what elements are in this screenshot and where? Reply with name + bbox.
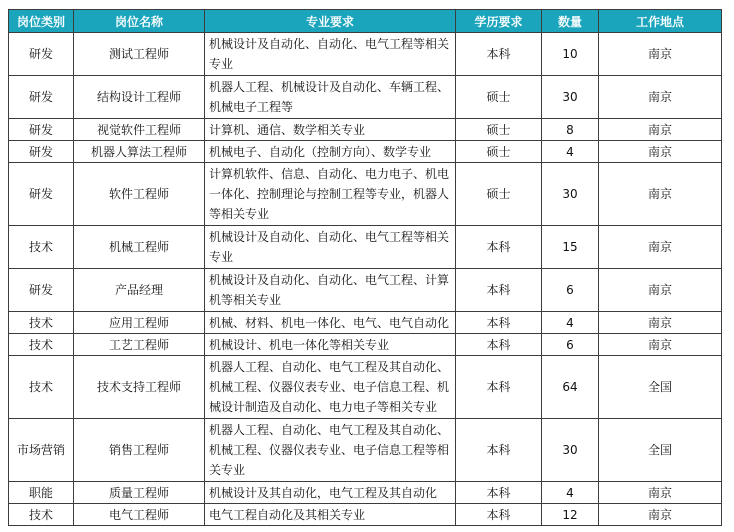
cell-category: 技术 — [9, 334, 74, 356]
header-location: 工作地点 — [599, 10, 722, 33]
cell-count: 4 — [542, 312, 599, 334]
cell-major: 机械设计及自动化、自动化、电气工程、计算机等相关专业 — [205, 269, 456, 312]
cell-position: 技术支持工程师 — [74, 356, 205, 419]
cell-location: 南京 — [599, 482, 722, 504]
cell-degree: 本科 — [456, 356, 542, 419]
header-major: 专业要求 — [205, 10, 456, 33]
cell-location: 南京 — [599, 163, 722, 226]
table-row — [9, 141, 722, 163]
cell-position: 测试工程师 — [74, 33, 205, 76]
cell-degree: 本科 — [456, 334, 542, 356]
cell-count: 64 — [542, 356, 599, 419]
table-row — [9, 163, 722, 226]
table-row — [9, 119, 722, 141]
table-row — [9, 312, 722, 334]
cell-major: 机械、材料、机电一体化、电气、电气自动化 — [205, 312, 456, 334]
cell-count: 4 — [542, 482, 599, 504]
cell-degree: 硕士 — [456, 141, 542, 163]
cell-position: 结构设计工程师 — [74, 76, 205, 119]
cell-position: 销售工程师 — [74, 419, 205, 482]
cell-count: 6 — [542, 269, 599, 312]
table-row — [9, 33, 722, 76]
cell-category: 研发 — [9, 76, 74, 119]
cell-location: 南京 — [599, 504, 722, 526]
table-row — [9, 356, 722, 419]
table-row — [9, 419, 722, 482]
cell-location: 南京 — [599, 226, 722, 269]
cell-category: 技术 — [9, 356, 74, 419]
cell-position: 机械工程师 — [74, 226, 205, 269]
table-header-row — [9, 10, 722, 33]
cell-degree: 本科 — [456, 269, 542, 312]
cell-location: 南京 — [599, 334, 722, 356]
cell-location: 南京 — [599, 141, 722, 163]
cell-major: 计算机软件、信息、自动化、电力电子、机电一体化、控制理论与控制工程等专业，机器人等相关专业 — [205, 163, 456, 226]
cell-category: 市场营销 — [9, 419, 74, 482]
cell-position: 电气工程师 — [74, 504, 205, 526]
cell-major: 机器人工程、机械设计及自动化、车辆工程、机械电子工程等 — [205, 76, 456, 119]
cell-count: 30 — [542, 419, 599, 482]
table-row — [9, 226, 722, 269]
cell-location: 全国 — [599, 356, 722, 419]
cell-degree: 硕士 — [456, 163, 542, 226]
cell-degree: 本科 — [456, 482, 542, 504]
cell-degree: 本科 — [456, 312, 542, 334]
cell-location: 南京 — [599, 312, 722, 334]
cell-position: 质量工程师 — [74, 482, 205, 504]
cell-major: 机器人工程、自动化、电气工程及其自动化、机械工程、仪器仪表专业、电子信息工程、机械设计制造及自动化、电力电子等相关专业 — [205, 356, 456, 419]
table-row — [9, 76, 722, 119]
cell-category: 研发 — [9, 119, 74, 141]
cell-category: 技术 — [9, 312, 74, 334]
header-category: 岗位类别 — [9, 10, 74, 33]
cell-count: 12 — [542, 504, 599, 526]
header-degree: 学历要求 — [456, 10, 542, 33]
cell-major: 机械设计及自动化、自动化、电气工程等相关专业 — [205, 226, 456, 269]
cell-category: 技术 — [9, 226, 74, 269]
cell-location: 南京 — [599, 269, 722, 312]
cell-count: 30 — [542, 163, 599, 226]
cell-degree: 本科 — [456, 504, 542, 526]
table-row — [9, 269, 722, 312]
cell-location: 南京 — [599, 33, 722, 76]
table-row — [9, 334, 722, 356]
cell-count: 30 — [542, 76, 599, 119]
cell-major: 机械设计、机电一体化等相关专业 — [205, 334, 456, 356]
table-row — [9, 482, 722, 504]
cell-degree: 本科 — [456, 33, 542, 76]
cell-category: 研发 — [9, 269, 74, 312]
cell-count: 8 — [542, 119, 599, 141]
cell-degree: 本科 — [456, 226, 542, 269]
header-count: 数量 — [542, 10, 599, 33]
cell-major: 电气工程自动化及其相关专业 — [205, 504, 456, 526]
cell-count: 10 — [542, 33, 599, 76]
cell-category: 研发 — [9, 163, 74, 226]
cell-position: 视觉软件工程师 — [74, 119, 205, 141]
cell-position: 软件工程师 — [74, 163, 205, 226]
cell-major: 机器人工程、自动化、电气工程及其自动化、机械工程、仪器仪表专业、电子信息工程等相关专业 — [205, 419, 456, 482]
cell-category: 研发 — [9, 141, 74, 163]
cell-position: 工艺工程师 — [74, 334, 205, 356]
job-table — [8, 9, 722, 526]
cell-category: 研发 — [9, 33, 74, 76]
cell-position: 机器人算法工程师 — [74, 141, 205, 163]
cell-degree: 硕士 — [456, 76, 542, 119]
cell-major: 机械设计及自动化、自动化、电气工程等相关专业 — [205, 33, 456, 76]
table-row — [9, 504, 722, 526]
cell-position: 产品经理 — [74, 269, 205, 312]
job-table-container — [8, 9, 722, 526]
cell-location: 南京 — [599, 76, 722, 119]
cell-count: 4 — [542, 141, 599, 163]
cell-location: 全国 — [599, 419, 722, 482]
cell-degree: 硕士 — [456, 119, 542, 141]
cell-category: 技术 — [9, 504, 74, 526]
cell-count: 6 — [542, 334, 599, 356]
cell-location: 南京 — [599, 119, 722, 141]
cell-position: 应用工程师 — [74, 312, 205, 334]
cell-category: 职能 — [9, 482, 74, 504]
cell-major: 计算机、通信、数学相关专业 — [205, 119, 456, 141]
cell-major: 机械电子、自动化（控制方向）、数学专业 — [205, 141, 456, 163]
cell-degree: 本科 — [456, 419, 542, 482]
header-position: 岗位名称 — [74, 10, 205, 33]
cell-major: 机械设计及其自动化，电气工程及其自动化 — [205, 482, 456, 504]
cell-count: 15 — [542, 226, 599, 269]
